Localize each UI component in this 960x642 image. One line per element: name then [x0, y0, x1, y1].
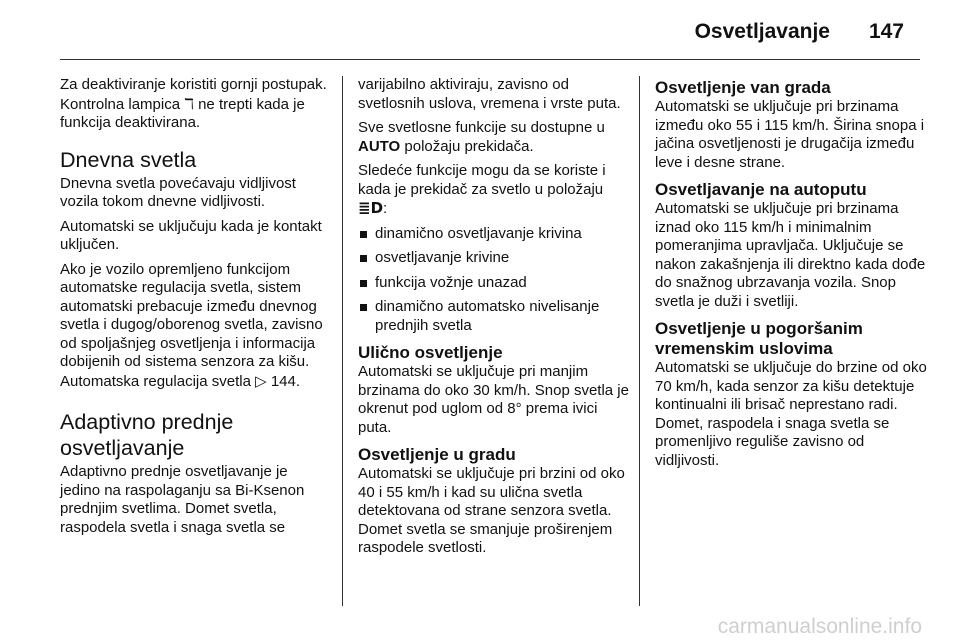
column-divider-2 — [639, 76, 640, 606]
list-item: osvetljavanje krivine — [358, 249, 630, 268]
daytime-lights-p2: Automatski se uključuju kada je kontakt uključen. — [60, 217, 322, 253]
daytime-lights-p3: Ako je vozilo opremljeno funkcijom automatske regulacija svetla, sistem automatski prebacuje između dnevnog svetla i dugog/oborenog svetla, zavisno od spoljašnjeg osvetljenja i informacija dobijenih od sistema senzora za kišu. Automatska regulacija svetla ▷ 144. — [60, 260, 323, 390]
header-divider — [60, 59, 920, 60]
page-number: 147 — [868, 20, 904, 43]
section-heading-motorway-lighting: Osvetljavanje na autoputu — [655, 180, 867, 199]
section-heading-adverse-weather-lighting: Osvetljenje u pogoršanim vremenskim uslovima — [655, 319, 863, 358]
town-lighting-text: Automatski se uključuje pri brzini od oko 40 i 55 km/h i kad su ulična svetla detektovana od strane senzora svetla. Domet svetla se smanjuje proširenjem raspodele svetlosti. — [358, 465, 625, 556]
auto-switch-position: AUTO — [358, 137, 401, 155]
light-indicator-icon: ℸ — [184, 94, 194, 113]
col2-p2: Sve svetlosne funkcije su dostupne u AUTO položaju prekidača. — [358, 119, 605, 155]
section-heading-street-lighting: Ulično osvetljenje — [358, 343, 503, 362]
list-item: dinamično automatsko nivelisanje prednjih svetla — [358, 298, 630, 335]
page-reference-link[interactable]: 144. — [270, 372, 301, 390]
col2-p1: varijabilno aktiviraju, zavisno od svetlosnih uslova, vremena i vrste puta. — [358, 76, 621, 112]
column-3 — [655, 76, 927, 476]
daytime-lights-p1: Dnevna svetla povećavaju vidljivost vozila tokom dnevne vidljivosti. — [60, 174, 296, 210]
feature-list — [358, 225, 630, 336]
list-item: dinamično osvetljavanje krivina — [358, 225, 630, 244]
motorway-lighting-text: Automatski se uključuje pri brzinama iznad oko 115 km/h i minimalnim pomeranjima upravljača. Uključuje se nakon zakašnjenja ili direktno kada dođe do snažnog ubrzavanja vozila. Snop svetla je duži i svetliji. — [655, 200, 926, 310]
column-1 — [60, 76, 328, 543]
watermark: carmanualsonline.info — [717, 615, 922, 638]
street-lighting-text: Automatski se uključuje pri manjim brzinama do oko 30 km/h. Snop svetla je okrenut pod uglom od 8° prema ivici puta. — [358, 363, 629, 436]
adverse-weather-lighting-text: Automatski se uključuje do brzine od oko 70 km/h, kada senzor za kišu detektuje kontinualni ili brisač neprestano radi. Domet, raspodela i snaga svetla se promenljivo reguliše zavisno od vidljivosti. — [655, 359, 927, 469]
section-heading-country-lighting: Osvetljenje van grada — [655, 78, 831, 97]
col2-p3: Sledeće funkcije mogu da se koriste i kada je prekidač za svetlo u položaju ≣D: — [358, 162, 606, 217]
adaptive-lighting-p1: Adaptivno prednje osvetljavanje je jedino na raspolaganju sa Bi-Ksenon prednjim svetlima. Domet svetla, raspodela svetla i snaga svetla se — [60, 463, 305, 536]
section-heading-daytime-lights: Dnevna svetla — [60, 147, 197, 172]
intro-paragraph: Za deaktiviranje koristiti gornji postupak. Kontrolna lampica ℸ ne trepti kada je funkcija deaktivirana. — [60, 76, 327, 131]
page-header-title: Osvetljavanje — [694, 20, 830, 43]
column-2 — [358, 76, 630, 564]
page-reference-arrow-icon: ▷ — [255, 371, 267, 390]
list-item: funkcija vožnje unazad — [358, 274, 630, 293]
section-heading-town-lighting: Osvetljenje u gradu — [358, 445, 516, 464]
country-lighting-text: Automatski se uključuje pri brzinama između oko 55 i 115 km/h. Širina snopa i jačina osvetljenosti je drugačija između leve i desne strane. — [655, 98, 925, 171]
section-heading-adaptive-lighting: Adaptivno prednje osvetljavanje — [60, 410, 234, 460]
column-divider-1 — [342, 76, 343, 606]
low-beam-icon: ≣D — [358, 199, 384, 217]
